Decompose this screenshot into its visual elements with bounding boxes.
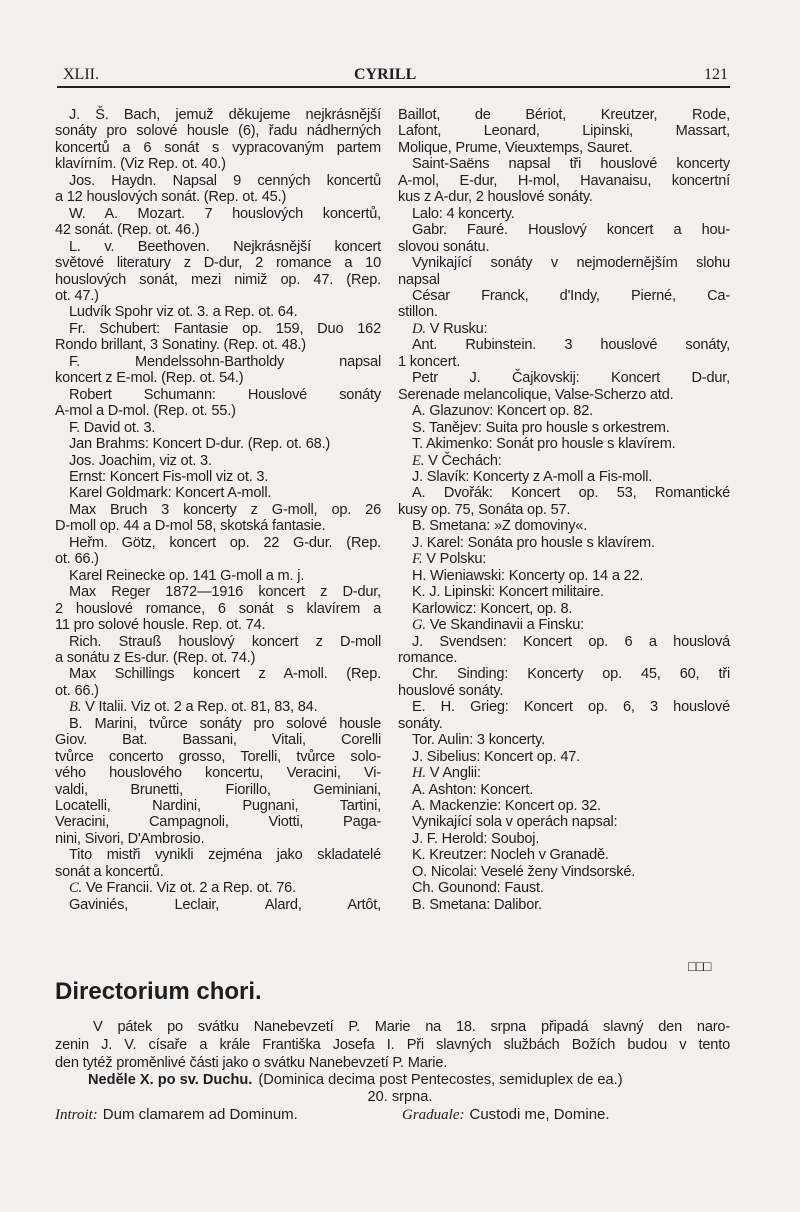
paragraph — [398, 864, 730, 880]
line-text: F. David ot. 3. — [69, 419, 156, 436]
text-line — [398, 453, 730, 469]
text-line — [398, 798, 730, 814]
paragraph — [55, 880, 381, 896]
line-text: H. Wieniawski: Koncerty op. 14 a 22. — [412, 567, 644, 584]
paragraph — [55, 535, 381, 568]
text-line — [398, 617, 730, 633]
paragraph — [398, 206, 730, 222]
text-line — [55, 666, 381, 682]
line-text: koncertů a 6 sonát s vypracovaným partem — [55, 139, 381, 156]
line-text: A. Dvořák: Koncert op. 53, Romantické — [412, 485, 730, 502]
text-line — [55, 288, 381, 304]
line-text: vého houslového koncertu, Veracini, Vi- — [55, 765, 381, 782]
text-line — [55, 123, 381, 139]
paragraph — [55, 584, 381, 633]
line-text: S. Tanějev: Suita pro housle s orkestrem. — [412, 419, 670, 436]
line-text: slovou sonátu. — [398, 238, 490, 255]
line-text: J. Svendsen: Koncert op. 6 a houslová — [412, 633, 730, 650]
text-line — [55, 337, 381, 353]
text-line — [398, 765, 730, 781]
text-line — [55, 782, 381, 798]
text-line — [398, 535, 730, 551]
paragraph — [398, 453, 730, 469]
text-line — [55, 140, 381, 156]
line-text: 2 houslové romance, 6 sonát s klavírem a — [55, 600, 381, 617]
line-text: A. Ashton: Koncert. — [412, 781, 534, 798]
text-line — [55, 584, 381, 600]
text-line — [398, 403, 730, 419]
line-text: Petr J. Čajkovskij: Koncert D-dur, — [412, 370, 730, 387]
introit-label: Introit: — [55, 1107, 98, 1123]
line-text: valdi, Brunetti, Fiorillo, Geminiani, — [55, 781, 381, 798]
text-line — [398, 847, 730, 863]
line-text: Ernst: Koncert Fis-moll viz ot. 3. — [69, 468, 269, 485]
text-line — [55, 864, 381, 880]
paragraph — [398, 732, 730, 748]
text-line — [55, 732, 381, 748]
text-line — [398, 897, 730, 913]
paragraph — [398, 403, 730, 419]
line-text: Heřm. Götz, koncert op. 22 G-dur. (Rep. — [69, 534, 381, 551]
paragraph — [398, 699, 730, 732]
line-text: Molique, Prume, Vieuxtemps, Sauret. — [398, 139, 633, 156]
line-text: L. v. Beethoven. Nejkrásnější koncert — [69, 238, 381, 255]
text-line — [398, 634, 730, 650]
text-line — [398, 387, 730, 403]
paragraph — [398, 337, 730, 370]
line-text: kus z A-dur, 2 houslové sonáty. — [398, 189, 593, 206]
text-line — [398, 288, 730, 304]
paragraph — [398, 436, 730, 452]
text-line — [398, 864, 730, 880]
text-line — [55, 814, 381, 830]
right-column — [398, 107, 730, 913]
section-letter: G. — [412, 617, 426, 634]
section-title: Directorium chori. — [55, 978, 262, 1005]
text-line — [55, 403, 381, 419]
line-text: Jos. Haydn. Napsal 9 cenných koncertů — [69, 172, 381, 189]
line-text: Jan Brahms: Koncert D-dur. (Rep. ot. 68.) — [69, 436, 331, 453]
line-text: V Čechách: — [428, 452, 502, 469]
line-text: V Rusku: — [429, 320, 488, 337]
text-line — [55, 420, 381, 436]
line-text: houslové sonáty. — [398, 682, 504, 699]
text-line — [55, 206, 381, 222]
paragraph — [55, 354, 381, 387]
text-line — [55, 502, 381, 518]
paragraph — [398, 584, 730, 600]
graduale-text: Custodi me, Domine. — [469, 1106, 610, 1123]
line-text: A-mol, E-dur, H-mol, Havanaisu, koncertní — [398, 172, 730, 189]
text-line — [55, 617, 381, 633]
text-line — [55, 798, 381, 814]
text-line — [398, 502, 730, 518]
text-line — [398, 584, 730, 600]
line-text: kusy op. 75, Sonáta op. 57. — [398, 501, 571, 518]
line-text: Chr. Sinding: Koncerty op. 45, 60, tři — [412, 666, 730, 683]
paragraph — [398, 749, 730, 765]
sunday-title: Neděle X. po sv. Duchu. — [88, 1072, 253, 1088]
sunday-date: 20. srpna. — [367, 1089, 433, 1105]
line-text: J. Sibelius: Koncert op. 47. — [412, 748, 581, 765]
text-line — [55, 749, 381, 765]
paragraph — [398, 156, 730, 205]
line-text: Rondo brillant, 3 Sonatiny. (Rep. ot. 48.) — [55, 337, 306, 354]
line-text: A. Mackenzie: Koncert op. 32. — [412, 798, 601, 815]
paragraph — [55, 206, 381, 239]
line-text: Tito mistři vynikli zejména jako skladatelé — [69, 847, 381, 864]
line-text: Ve Francii. Viz ot. 2 a Rep. ot. 76. — [85, 880, 296, 897]
line-text: F. Mendelssohn-Bartholdy napsal — [69, 353, 381, 370]
paragraph — [55, 173, 381, 206]
text-line — [55, 272, 381, 288]
text-line — [55, 650, 381, 666]
paragraph — [398, 535, 730, 551]
text-line — [55, 173, 381, 189]
paragraph — [398, 831, 730, 847]
paragraph — [398, 782, 730, 798]
paragraph — [398, 568, 730, 584]
line-text: O. Nicolai: Veselé ženy Vindsorské. — [412, 863, 636, 880]
line-text: Tor. Aulin: 3 koncerty. — [412, 732, 546, 749]
text-line — [398, 304, 730, 320]
text-line — [55, 304, 381, 320]
text-line — [55, 683, 381, 699]
line-text: tvůrce concerto grosso, Torelli, tvůrce solo- — [55, 748, 381, 765]
section-letter: B. — [69, 699, 82, 716]
line-text: Fr. Schubert: Fantasie op. 159, Duo 162 — [69, 320, 381, 337]
text-line — [55, 897, 381, 913]
line-text: Serenade melancolique, Valse-Scherzo atd. — [398, 386, 674, 403]
journal-title: CYRILL — [354, 66, 417, 83]
text-line — [398, 156, 730, 172]
line-text: Jos. Joachim, viz ot. 3. — [69, 452, 212, 469]
paragraph — [55, 897, 381, 913]
text-line — [398, 173, 730, 189]
text-line — [398, 683, 730, 699]
text-line — [55, 239, 381, 255]
paragraph — [55, 716, 381, 848]
text-line — [55, 831, 381, 847]
paragraph — [398, 321, 730, 337]
text-line — [398, 732, 730, 748]
paragraph — [398, 551, 730, 567]
paragraph — [398, 765, 730, 781]
text-line — [55, 453, 381, 469]
paragraph — [55, 453, 381, 469]
text-line — [55, 765, 381, 781]
section-letter: C. — [69, 880, 82, 897]
line-text: Locatelli, Nardini, Pugnani, Tartini, — [55, 798, 381, 815]
line-text: Vynikající sonáty v nejmodernějším slohu — [412, 255, 730, 272]
text-line — [398, 699, 730, 715]
text-line — [55, 469, 381, 485]
line-text: napsal — [398, 271, 440, 288]
line-text: A-mol a D-mol. (Rep. ot. 55.) — [55, 403, 236, 420]
line-text: V Italii. Viz ot. 2 a Rep. ot. 81, 83, 84. — [85, 699, 318, 716]
text-line — [398, 749, 730, 765]
paragraph — [55, 321, 381, 354]
text-line — [55, 321, 381, 337]
section-letter: F. — [412, 551, 423, 568]
line-text: nini, Sivori, D'Ambrosio. — [55, 830, 205, 847]
text-line — [398, 716, 730, 732]
paragraph — [55, 666, 381, 699]
line-text: K. Kreutzer: Nocleh v Granadě. — [412, 847, 609, 864]
paragraph — [398, 847, 730, 863]
text-line — [398, 568, 730, 584]
line-text: V Polsku: — [426, 551, 487, 568]
introit-line — [55, 1106, 298, 1124]
paragraph — [398, 814, 730, 830]
line-text: 42 sonát. (Rep. ot. 46.) — [55, 222, 200, 239]
sunday-heading — [88, 1072, 623, 1088]
paragraph — [55, 469, 381, 485]
paragraph — [55, 107, 381, 173]
text-line — [398, 370, 730, 386]
text-line — [398, 831, 730, 847]
text-line — [398, 140, 730, 156]
line-text: E. H. Grieg: Koncert op. 6, 3 houslové — [412, 699, 730, 716]
text-line — [55, 880, 381, 896]
paragraph — [55, 699, 381, 715]
paragraph — [398, 222, 730, 255]
text-line — [398, 107, 730, 123]
text-line — [55, 354, 381, 370]
line-text: Lalo: 4 koncerty. — [412, 205, 515, 222]
text-line: zenin J. V. císaře a krále Františka Josefa I. Při slavných službách Božích budou v tento — [55, 1037, 730, 1053]
line-text: K. J. Lipinski: Koncert militaire. — [412, 584, 604, 601]
line-text: B. Marini, tvůrce sonáty pro solové housle — [69, 715, 381, 732]
directorium-paragraph — [55, 1018, 730, 1072]
text-line — [398, 272, 730, 288]
text-line — [55, 699, 381, 715]
text-line — [398, 518, 730, 534]
paragraph — [398, 469, 730, 485]
text-line — [398, 354, 730, 370]
text-line — [55, 387, 381, 403]
text-line — [55, 716, 381, 732]
line-text: světové literatury z D-dur, 2 romance a 10 — [55, 255, 381, 272]
line-text: Vynikající sola v operách napsal: — [412, 814, 618, 831]
text-line — [398, 814, 730, 830]
line-text: romance. — [398, 649, 458, 666]
line-text: sonáty. — [398, 715, 443, 732]
paragraph — [398, 798, 730, 814]
text-line — [55, 370, 381, 386]
text-line — [398, 782, 730, 798]
paragraph — [398, 518, 730, 534]
introit-text: Dum clamarem ad Dominum. — [102, 1106, 298, 1123]
text-line — [55, 518, 381, 534]
line-text: sonát a koncertů. — [55, 863, 164, 880]
paragraph — [55, 485, 381, 501]
line-text: W. A. Mozart. 7 houslových koncertů, — [69, 205, 381, 222]
paragraph — [398, 485, 730, 518]
line-text: Robert Schumann: Houslové sonáty — [69, 386, 381, 403]
text-line — [398, 222, 730, 238]
text-line — [398, 485, 730, 501]
text-line — [398, 255, 730, 271]
line-text: 1 koncert. — [398, 353, 461, 370]
text-line — [398, 469, 730, 485]
text-line — [398, 601, 730, 617]
paragraph — [398, 420, 730, 436]
line-text: ot. 66.) — [55, 682, 99, 699]
line-text: ot. 47.) — [55, 287, 99, 304]
text-line — [55, 568, 381, 584]
line-text: Ant. Rubinstein. 3 houslové sonáty, — [412, 337, 730, 354]
line-text: D-moll op. 44 a D-mol 58, skotská fantasie. — [55, 518, 326, 535]
paragraph — [398, 666, 730, 699]
sunday-note: (Dominica decima post Pentecostes, semiduplex de ea.) — [258, 1072, 623, 1088]
line-text: klavírním. (Viz Rep. ot. 40.) — [55, 156, 226, 173]
text-line: V pátek po svátku Nanebevzetí P. Marie na 18. srpna připadá slavný den naro- — [93, 1019, 730, 1035]
text-line — [55, 847, 381, 863]
text-line — [398, 189, 730, 205]
line-text: Ch. Gounond: Faust. — [412, 880, 544, 897]
line-text: a sonátu z Es-dur. (Rep. ot. 74.) — [55, 649, 256, 666]
line-text: Gabr. Fauré. Houslový koncert a hou- — [412, 222, 730, 239]
paragraph — [55, 420, 381, 436]
line-text: Baillot, de Bériot, Kreutzer, Rode, — [398, 107, 730, 123]
left-column — [55, 107, 381, 913]
line-text: stillon. — [398, 304, 438, 321]
paragraph — [398, 288, 730, 321]
text-line — [398, 239, 730, 255]
section-end-ornament: □□□ — [688, 958, 711, 974]
paragraph — [398, 601, 730, 617]
paragraph — [398, 617, 730, 633]
text-line — [398, 436, 730, 452]
line-text: J. Slavík: Koncerty z A-moll a Fis-moll. — [412, 468, 653, 485]
line-text: V Anglii: — [429, 765, 481, 782]
graduale-line — [402, 1106, 610, 1124]
line-text: Max Bruch 3 koncerty z G-moll, op. 26 — [69, 501, 381, 518]
paragraph — [398, 634, 730, 667]
paragraph — [55, 436, 381, 452]
paragraph — [398, 880, 730, 896]
paragraph — [398, 107, 730, 156]
text-line — [55, 189, 381, 205]
text-line — [55, 485, 381, 501]
section-letter: D. — [412, 320, 426, 337]
paragraph — [398, 255, 730, 288]
paragraph — [55, 502, 381, 535]
paragraph — [55, 568, 381, 584]
text-line — [55, 222, 381, 238]
paragraph — [55, 239, 381, 305]
page-header — [57, 64, 730, 88]
line-text: Max Reger 1872—1916 koncert z D-dur, — [69, 584, 381, 601]
line-text: sonáty pro solové housle (6), řadu nádherných — [55, 123, 381, 140]
text-line — [398, 337, 730, 353]
section-letter: E. — [412, 452, 425, 469]
line-text: Giov. Bat. Bassani, Vitali, Corelli — [55, 732, 381, 749]
line-text: Ludvík Spohr viz ot. 3. a Rep. ot. 64. — [69, 304, 298, 321]
line-text: Saint-Saëns napsal tři houslové koncerty — [412, 156, 730, 173]
text-line — [55, 601, 381, 617]
line-text: Gaviniés, Leclair, Alard, Artôt, — [69, 896, 381, 913]
paragraph — [398, 897, 730, 913]
line-text: houslových sonát, mezi nimiž op. 47. (Rep. — [55, 271, 381, 288]
line-text: B. Smetana: Dalibor. — [412, 896, 542, 913]
line-text: Veracini, Campagnoli, Viotti, Paga- — [55, 814, 381, 831]
paragraph — [398, 370, 730, 403]
text-line — [398, 666, 730, 682]
text-line — [398, 420, 730, 436]
text-line — [398, 206, 730, 222]
paragraph — [55, 847, 381, 880]
line-text: J. Karel: Sonáta pro housle s klavírem. — [412, 534, 655, 551]
paragraph — [55, 387, 381, 420]
text-line — [398, 123, 730, 139]
text-line — [55, 156, 381, 172]
page-number: 121 — [704, 66, 728, 83]
line-text: 11 pro solové housle. Rep. ot. 74. — [55, 617, 266, 634]
graduale-label: Graduale: — [402, 1107, 465, 1123]
text-line: den tytéž proměnlivé části jako o svátku Nanebevzetí P. Marie. — [55, 1055, 448, 1071]
line-text: T. Akimenko: Sonát pro housle s klavírem. — [412, 436, 676, 453]
line-text: Karel Goldmark: Koncert A-moll. — [69, 485, 272, 502]
line-text: J. Š. Bach, jemuž děkujeme nejkrásnější — [69, 107, 381, 123]
line-text: J. F. Herold: Souboj. — [412, 830, 540, 847]
text-line — [55, 436, 381, 452]
text-line — [398, 321, 730, 337]
line-text: Max Schillings koncert z A-moll. (Rep. — [69, 666, 381, 683]
line-text: Karlowicz: Koncert, op. 8. — [412, 600, 573, 617]
line-text: A. Glazunov: Koncert op. 82. — [412, 403, 593, 420]
text-line — [398, 880, 730, 896]
text-line — [55, 107, 381, 123]
paragraph — [55, 304, 381, 320]
text-line — [398, 551, 730, 567]
section-letter: H. — [412, 765, 426, 782]
line-text: B. Smetana: »Z domoviny«. — [412, 518, 588, 535]
line-text: Lafont, Leonard, Lipinski, Massart, — [398, 123, 730, 140]
text-line — [55, 551, 381, 567]
line-text: a 12 houslových sonát. (Rep. ot. 45.) — [55, 189, 287, 206]
text-line — [55, 255, 381, 271]
volume-number: XLII. — [63, 66, 99, 83]
text-line — [398, 650, 730, 666]
paragraph — [55, 634, 381, 667]
line-text: ot. 66.) — [55, 551, 99, 568]
line-text: César Franck, d'Indy, Pierné, Ca- — [412, 287, 730, 304]
line-text: Ve Skandinavii a Finsku: — [429, 617, 584, 634]
text-line — [55, 535, 381, 551]
line-text: koncert z E-mol. (Rep. ot. 54.) — [55, 370, 244, 387]
text-line — [55, 634, 381, 650]
line-text: Karel Reinecke op. 141 G-moll a m. j. — [69, 567, 305, 584]
line-text: Rich. Strauß houslový koncert z D-moll — [69, 633, 381, 650]
